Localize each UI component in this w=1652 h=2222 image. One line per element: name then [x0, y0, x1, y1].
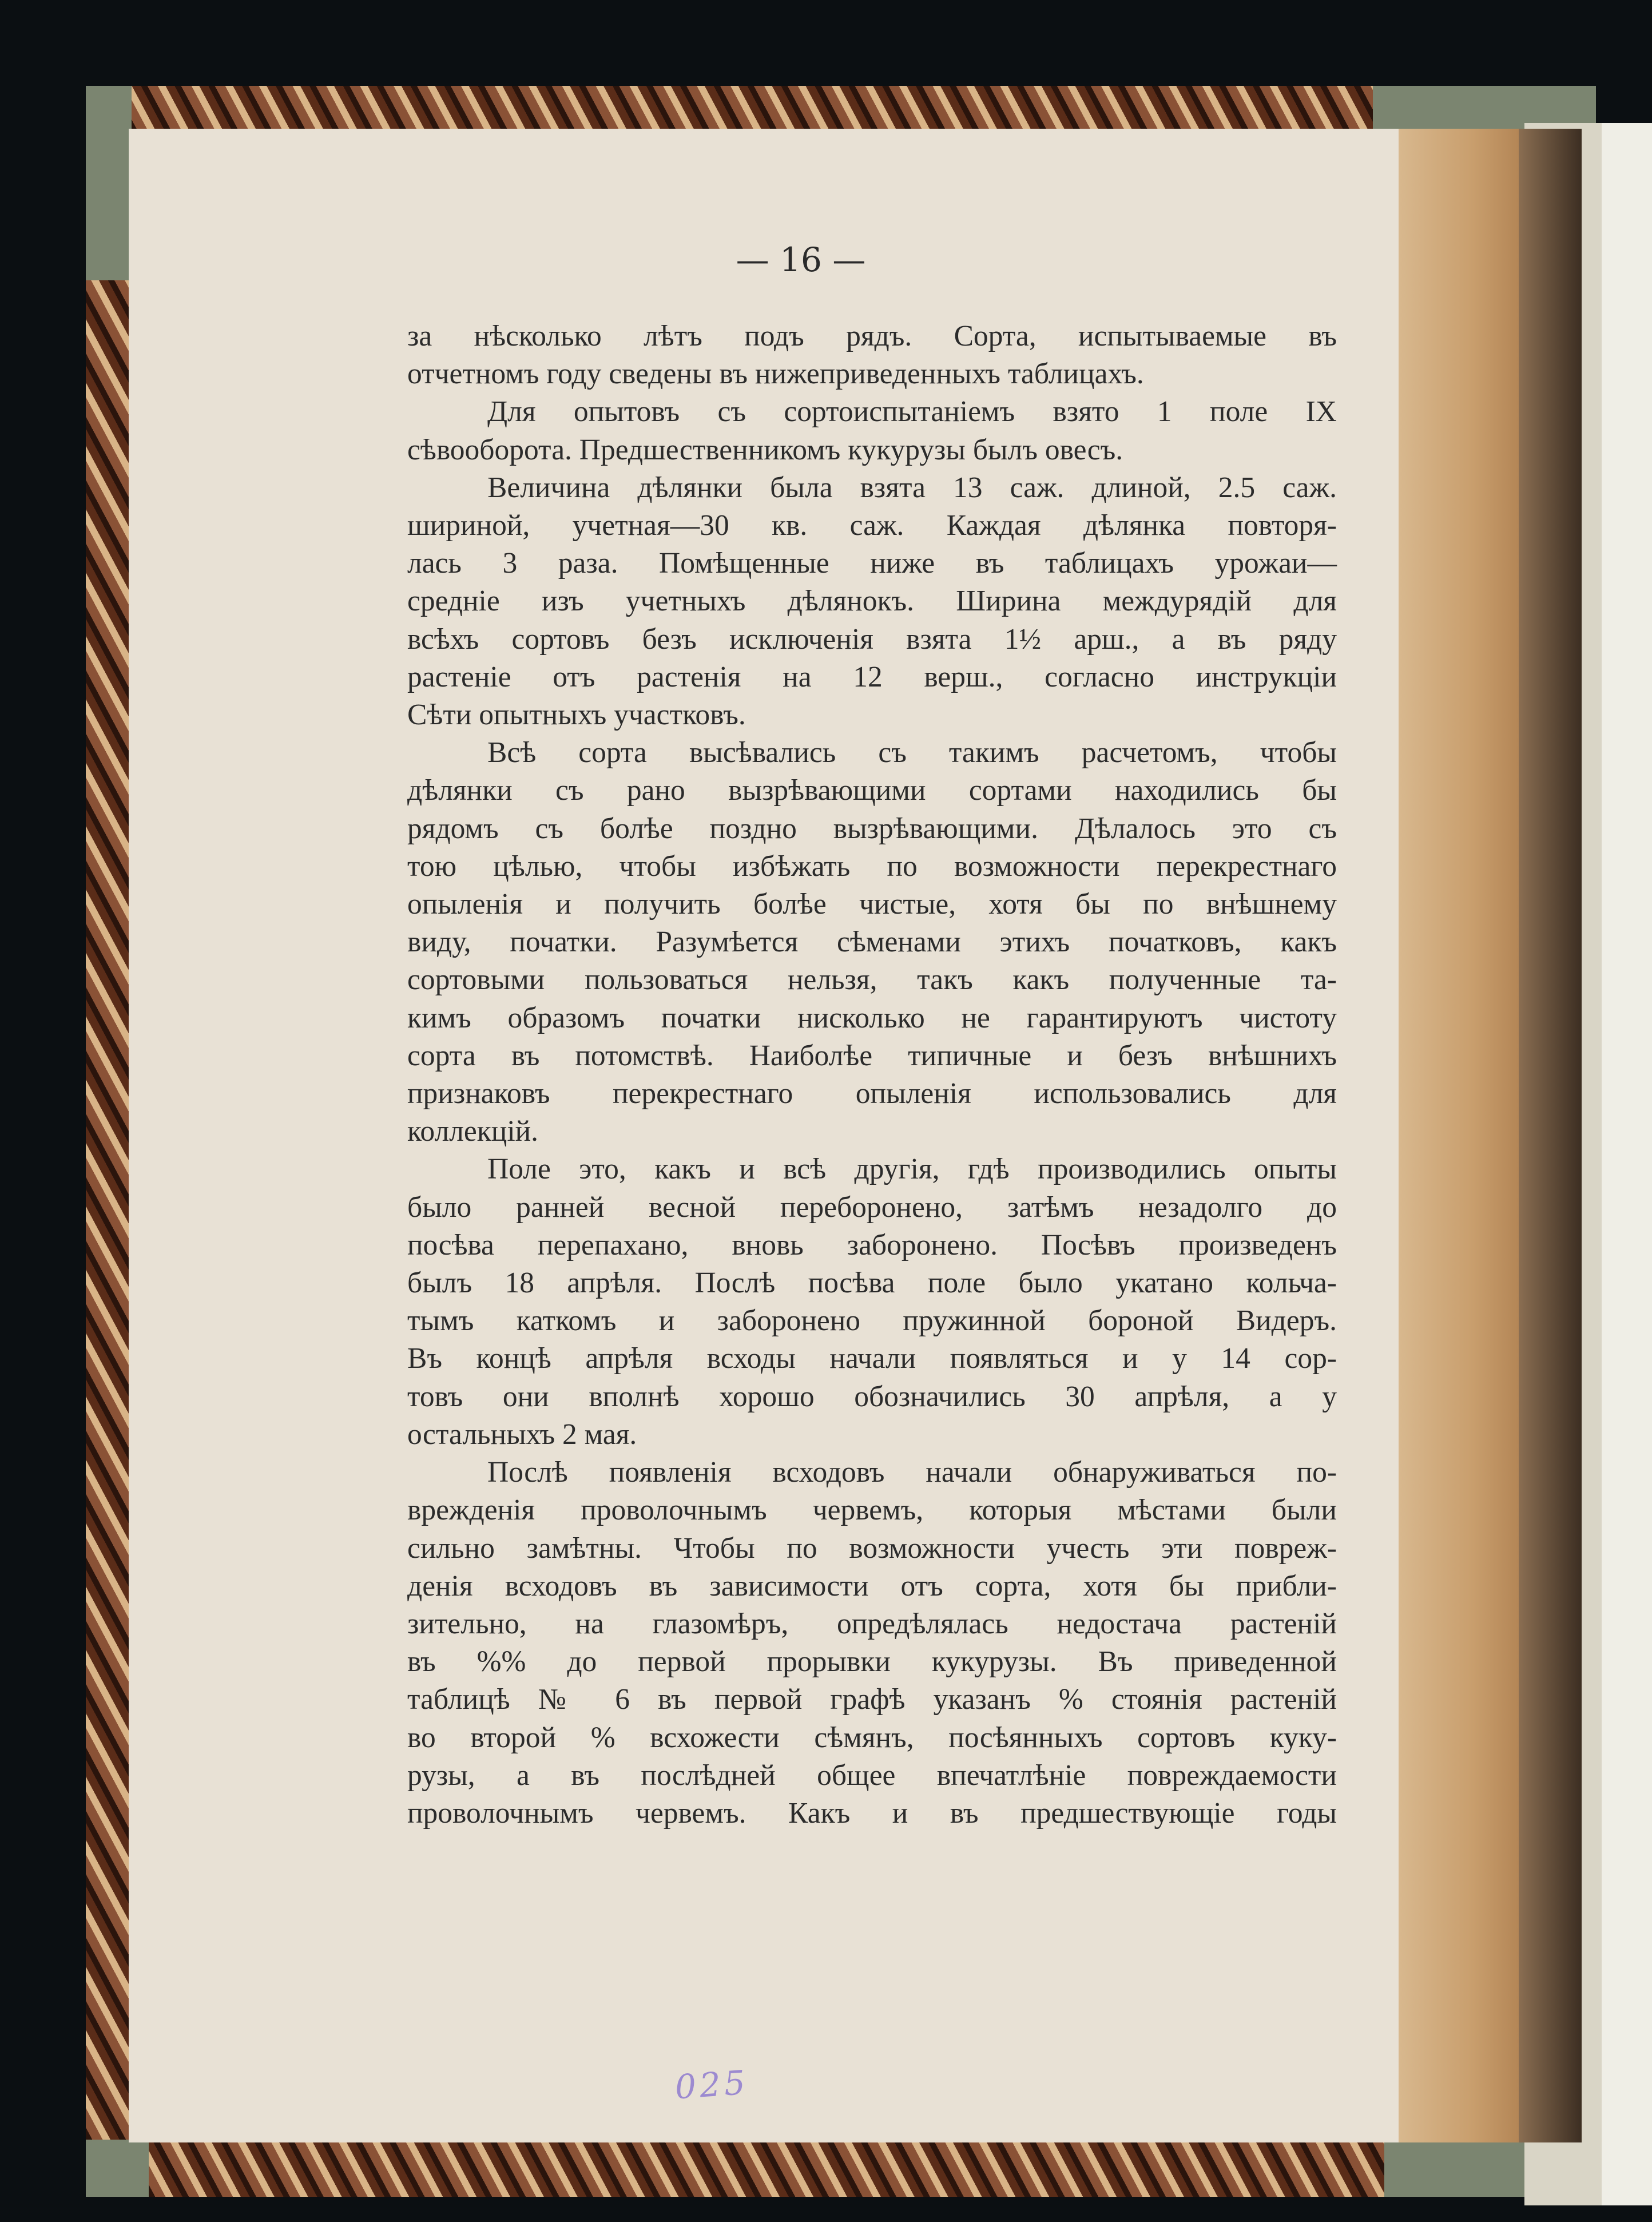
- text-line: коллекцій.: [407, 1115, 539, 1148]
- next-page-paper: [1602, 123, 1652, 2205]
- text-line: товъ они вполнѣ хорошо обозначились 30 апрѣля, а у: [407, 1380, 1337, 1413]
- text-line: сѣвооборота. Предшественникомъ кукурузы былъ овесъ.: [407, 433, 1123, 466]
- text-line: сорта въ потомствѣ. Наиболѣе типичные и безъ внѣшнихъ: [407, 1039, 1337, 1072]
- text-line: Всѣ сорта высѣвались съ такимъ расчетомъ, чтобы: [487, 736, 1337, 769]
- page-edge-tint: [1399, 129, 1519, 2142]
- text-line: врежденія проволочнымъ червемъ, которыя мѣстами были: [407, 1494, 1337, 1527]
- text-line: во второй % всхожести сѣмянъ, посѣянныхъ сортовъ куку-: [407, 1721, 1337, 1754]
- text-line: опыленія и получить болѣе чистые, хотя бы по внѣшнему: [407, 888, 1337, 921]
- marbled-cover-top: [132, 86, 1373, 132]
- text-line: проволочнымъ червемъ. Какъ и въ предшествующіе годы: [407, 1796, 1337, 1830]
- text-line: остальныхъ 2 мая.: [407, 1418, 637, 1451]
- text-line: было ранней весной переборонено, затѣмъ незадолго до: [407, 1191, 1337, 1224]
- text-line: тымъ каткомъ и заборонено пружинной бороной Видеръ.: [407, 1304, 1337, 1338]
- text-line: сильно замѣтны. Чтобы по возможности учесть эти повреж-: [407, 1531, 1337, 1565]
- text-line: лась 3 раза. Помѣщенные ниже въ таблицахъ урожаи—: [407, 547, 1337, 580]
- text-line: Величина дѣлянки была взята 13 саж. длиной, 2.5 саж.: [487, 471, 1337, 504]
- text-line: Въ концѣ апрѣля всходы начали появляться и у 14 сор-: [407, 1342, 1337, 1375]
- text-line: Поле это, какъ и всѣ другія, гдѣ производились опыты: [487, 1153, 1337, 1186]
- text-line: Сѣти опытныхъ участковъ.: [407, 699, 746, 732]
- text-line: дѣлянки съ рано вызрѣвающими сортами находились бы: [407, 774, 1337, 807]
- text-line: рузы, а въ послѣдней общее впечатлѣніе повреждаемости: [407, 1759, 1337, 1792]
- text-line: тою цѣлью, чтобы избѣжать по возможности перекрестнаго: [407, 850, 1337, 883]
- text-line: рядомъ съ болѣе поздно вызрѣвающими. Дѣлалось это съ: [407, 812, 1337, 845]
- book-gutter: [1519, 129, 1582, 2142]
- text-line: въ %% до первой прорывки кукурузы. Въ приведенной: [407, 1645, 1337, 1679]
- text-line: Для опытовъ съ сортоиспытаніемъ взято 1 поле IX: [487, 395, 1337, 428]
- text-line: зительно, на глазомѣръ, опредѣлялась недостача растеній: [407, 1607, 1337, 1640]
- text-line: отчетномъ году сведены въ нижеприведенныхъ таблицахъ.: [407, 358, 1144, 391]
- text-line: кимъ образомъ початки нисколько не гарантируютъ чистоту: [407, 1001, 1337, 1034]
- text-line: денія всходовъ въ зависимости отъ сорта, хотя бы прибли-: [407, 1569, 1337, 1602]
- text-line: средніе изъ учетныхъ дѣлянокъ. Ширина междурядій для: [407, 585, 1337, 618]
- library-stamp: 025: [673, 2062, 750, 2107]
- text-line: виду, початки. Разумѣется сѣменами этихъ початковъ, какъ: [407, 926, 1337, 959]
- text-line: признаковъ перекрестнаго опыленія использовались для: [407, 1077, 1337, 1110]
- page-number: — 16 —: [736, 240, 866, 279]
- text-line: за нѣсколько лѣтъ подъ рядъ. Сорта, испытываемые въ: [407, 320, 1337, 352]
- text-line: былъ 18 апрѣля. Послѣ посѣва поле было укатано кольча-: [407, 1267, 1337, 1300]
- text-line: Послѣ появленія всходовъ начали обнаруживаться по-: [487, 1456, 1337, 1489]
- text-line: всѣхъ сортовъ безъ исключенія взята 1½ арш., а въ ряду: [407, 622, 1337, 656]
- body-text: [407, 318, 1337, 1832]
- text-line: шириной, учетная—30 кв. саж. Каждая дѣлянка повторя-: [407, 509, 1337, 542]
- marbled-cover-left: [86, 280, 134, 2140]
- text-line: растеніе отъ растенія на 12 верш., согласно инструкціи: [407, 660, 1337, 693]
- text-line: посѣва перепахано, вновь заборонено. Посѣвъ произведенъ: [407, 1228, 1337, 1261]
- text-line: сортовыми пользоваться нельзя, такъ какъ полученные та-: [407, 963, 1337, 997]
- text-line: таблицѣ № 6 въ первой графѣ указанъ % стоянія растеній: [407, 1683, 1337, 1716]
